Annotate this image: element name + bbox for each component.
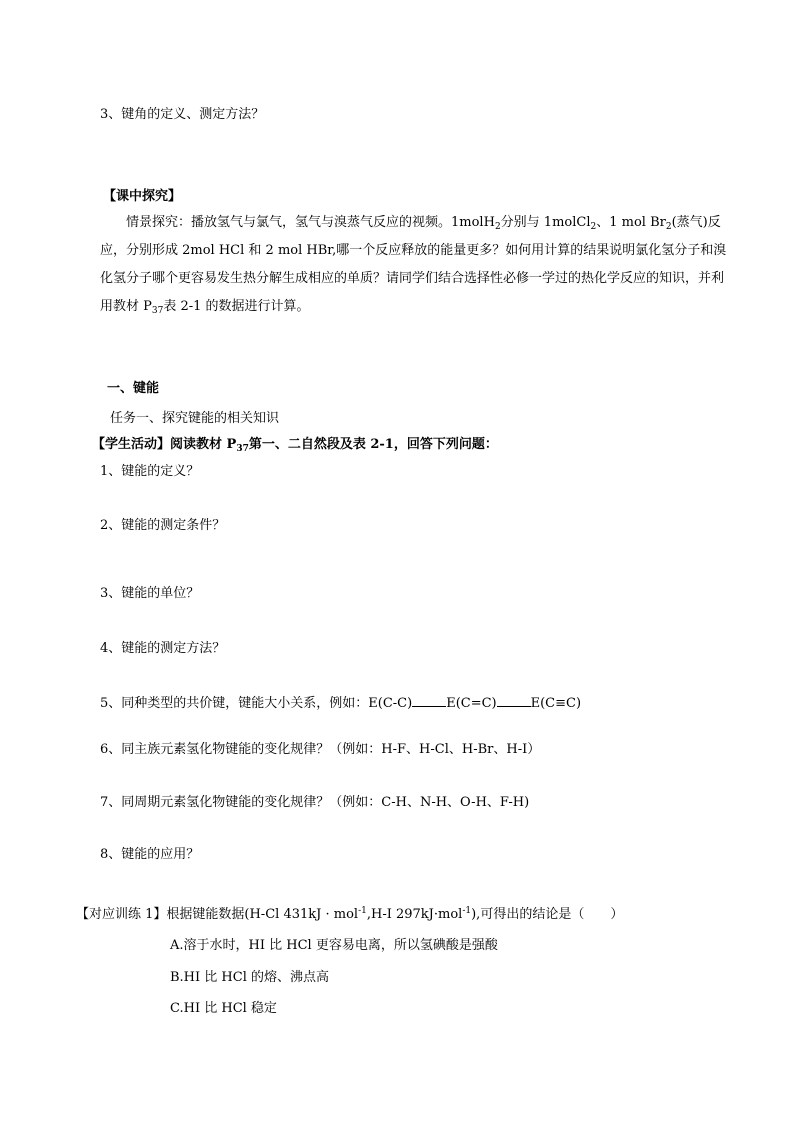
question-6: 6、同主族元素氢化物键能的变化规律？（例如：H-F、H-Cl、H-Br、H-I） [100,742,541,757]
question-3: 3、键能的单位？ [100,586,200,601]
scenario-paragraph: 情景探究：播放氢气与氯气，氢气与溴蒸气反应的视频。1molH$_2$分别与 1molCl$_2$、1 mol $Br_2$(蒸气)反应，分别形成 2mol HCl 和 2 mol HBr,哪一个反应释放的能量更多？如何用计算的结果说明氯化氢分子和溴化氢分子哪个更容易发生热分解生成相应的单质？请同学们结合选择性必修一学过的热化学反应的知识，并利用教材 $P_{37}$表 2-1 的数据进行计算。 [100,215,727,316]
task-title: 任务一、探究键能的相关知识 [110,411,280,426]
question-5: 5、同种类型的共价键，键能大小关系，例如：E(C-C) E(C=C) E(C≡C) [100,696,582,711]
question-bond-angle: 3、键角的定义、测定方法？ [100,107,265,122]
student-activity: 【学生活动】阅读教材 $P_{37}$第一、二自然段及表 2-1，回答下列问题： [92,437,498,454]
answer-blank[interactable] [412,694,446,707]
question-8: 8、键能的应用？ [100,847,200,862]
section-heading: 【课中探究】 [103,189,182,204]
option-c: C.HI 比 HCl 稳定 [170,1001,277,1016]
part-title: 一、键能 [107,381,160,396]
question-2: 2、键能的测定条件？ [100,518,226,533]
option-b: B.HI 比 HCl 的熔、沸点高 [170,970,329,985]
option-a: A.溶于水时，HI 比 HCl 更容易电离，所以氢碘酸是强酸 [170,938,498,953]
answer-blank[interactable] [497,694,531,707]
question-1: 1、键能的定义？ [100,464,200,479]
question-7: 7、同周期元素氢化物键能的变化规律？（例如：C-H、N-H、O-H、F-H) [100,795,530,810]
question-4: 4、键能的测定方法？ [100,641,226,656]
exercise-stem: 【对应训练 1】根据键能数据(H-Cl 431kJ · mol$^{-1}$,H-I 297kJ·mol$^{-1}$),可得出的结论是（ ） [76,906,624,922]
